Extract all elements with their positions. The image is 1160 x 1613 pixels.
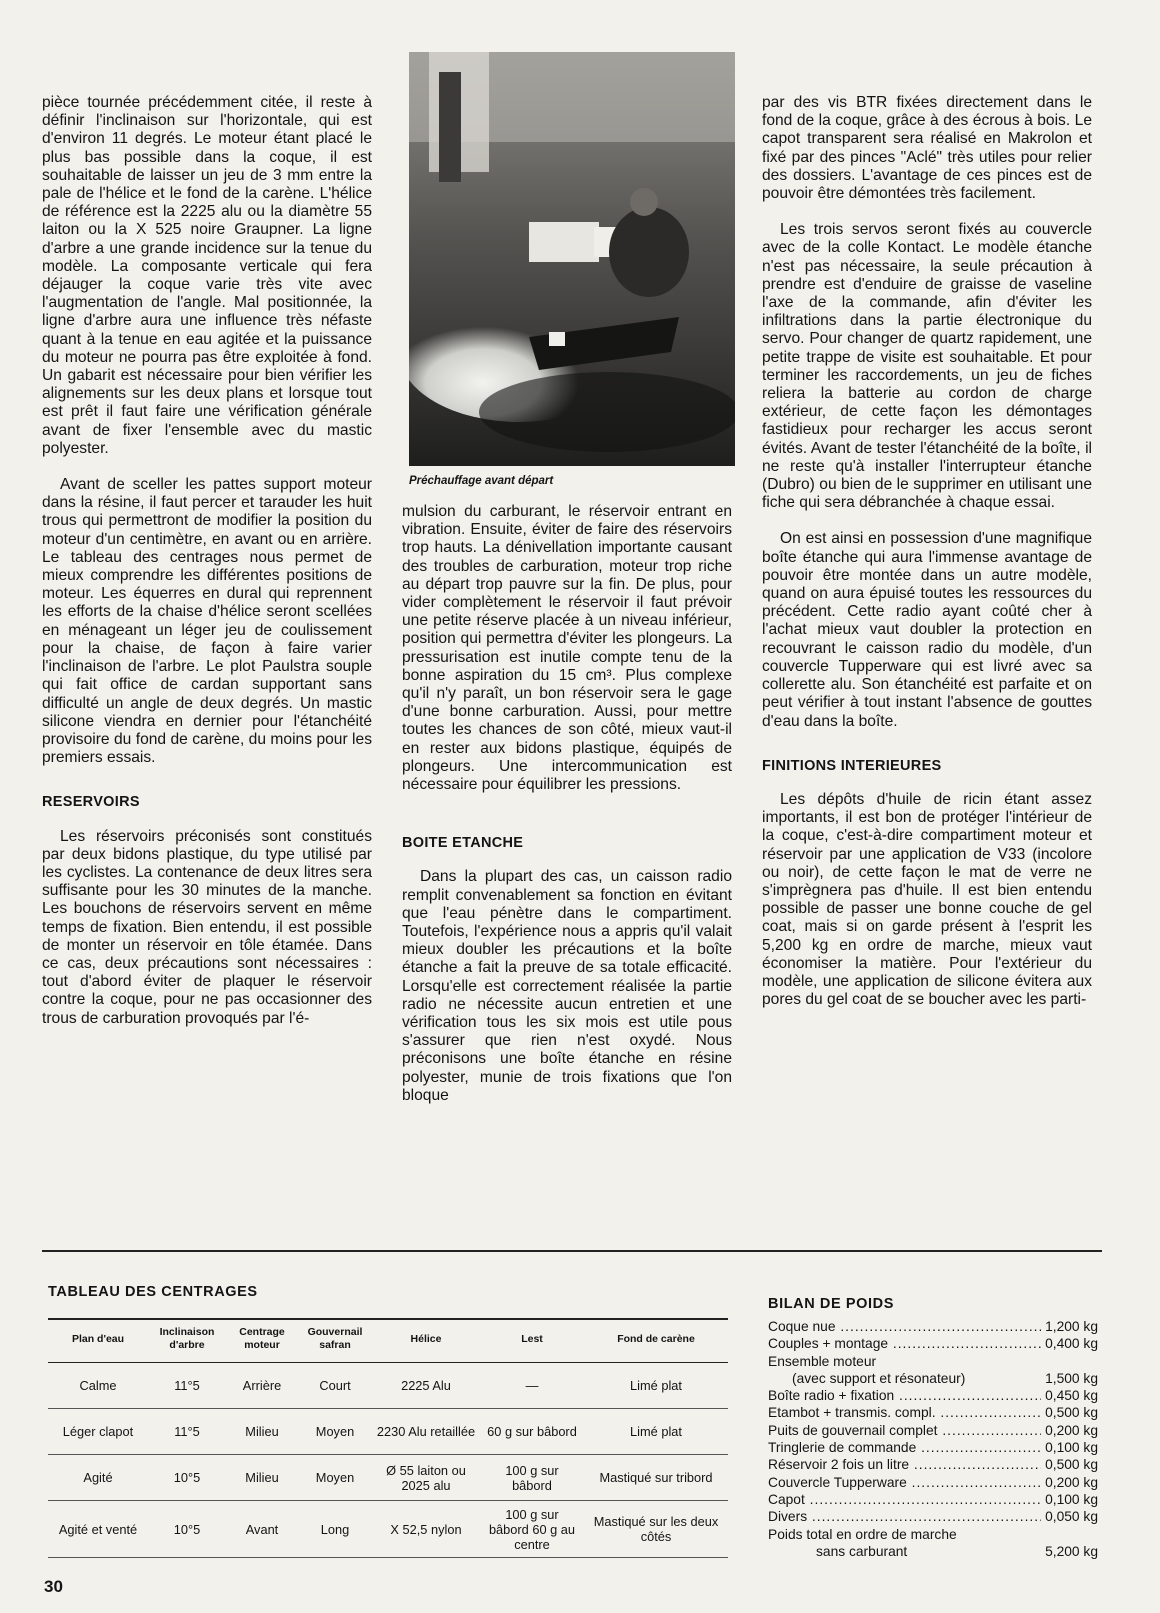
table-cell: Mastiqué sur les deux côtés: [584, 1501, 728, 1558]
paragraph: Les dépôts d'huile de ricin étant assez importants, il est bon de protéger l'intérieur de la coque, c'est-à-dire compartiment moteur et réservoir par une application de V33 (incolore ou noir), de cette façon le mat de verre ne s'imprègnera pas d'huile. Il est bien entendu possible de passer une bonne couche de gel coat, mais si on garde présent à l'esprit les 5,200 kg en ordre de marche, mieux vaut économiser la matière. Pour l'extérieur du modèle, une application de silicone évitera aux pores du gel coat de se boucher avec les parti-: [762, 790, 1092, 1009]
table-cell: 11°5: [148, 1409, 226, 1455]
column-header: Lest: [480, 1320, 584, 1363]
table-header-row: [48, 1320, 728, 1363]
paragraph: Les réservoirs préconisés sont constitués par deux bidons plastique, du type utilisé par les cyclistes. La contenance de deux litres sera suffisante pour les 30 minutes de la manche. Les bouchons de réservoirs servent en même temps de fixation. Bien entendu, il est possible de monter un réservoir en tôle étamée. Dans ce cas, deux précautions sont nécessaires : tout d'abord éviter de plaquer le réservoir contre la coque, pour ne pas occasionner des trous de carburation provoqués par l'é-: [42, 827, 372, 1027]
table-cell: Avant: [226, 1501, 298, 1558]
table-row: [48, 1363, 728, 1409]
section-heading-reservoirs: RESERVOIRS: [42, 794, 140, 811]
item-value: 0,100 kg: [1041, 1491, 1098, 1508]
table-cell: Limé plat: [584, 1409, 728, 1455]
item-label: Tringlerie de commande .....: [768, 1439, 1041, 1456]
item-value: 0,100 kg: [1041, 1439, 1098, 1456]
paragraph: Les trois servos seront fixés au couvercle avec de la colle Kontact. Le modèle étanche n'est pas nécessaire, la seule précaution à prendre est d'enduire de graisse de vaseline l'axe de la commande, afin d'éviter les infiltrations dans la partie électronique du servo. Pour changer de quartz rapidement, une petite trappe de visite est souhaitable. Et pour terminer les raccordements, un jeu de fiches reliera la batterie au cordon de charge extérieur, de cette façon les démontages fastidieux pour recharger les accus seront évités. Avant de tester l'étanchéité de la boîte, il ne reste qu'à installer l'interrupteur étanche (Dubro) ou bien de le supprimer en utilisant une fiche qui sera débranchée à chaque essai.: [762, 221, 1092, 512]
section-divider: [42, 1250, 1102, 1252]
table-row: [48, 1455, 728, 1501]
weight-summary-title: BILAN DE POIDS: [768, 1296, 895, 1312]
item-label: Capot .....: [768, 1491, 1041, 1508]
item-value: 0,500 kg: [1041, 1456, 1098, 1473]
item-value: 0,400 kg: [1041, 1335, 1098, 1352]
table-row: [48, 1409, 728, 1455]
column-header: Fond de carène: [584, 1320, 728, 1363]
table-cell: Mastiqué sur tribord: [584, 1455, 728, 1501]
paragraph: On est ainsi en possession d'une magnifique boîte étanche qui aura l'immense avantage de pouvoir être montée dans un autre modèle, quand on aura épuisé toutes les ressources du précédent. Cette radio ayant coûté cher à l'achat mieux vaut doubler la protection en recouvrant le caisson radio du modèle, d'un couvercle Tupperware qui est livré avec sa collerette alu. Son étanchéité est parfaite et on peut vérifier à tout instant l'absence de gouttes d'eau dans la boîte.: [762, 530, 1092, 730]
list-item: [768, 1491, 1098, 1508]
photo-caption: Préchauffage avant départ: [409, 475, 554, 487]
photo-boat-preheating: [409, 52, 735, 466]
list-item: [768, 1387, 1098, 1404]
table-cell: 10°5: [148, 1501, 226, 1558]
paragraph: Dans la plupart des cas, un caisson radio remplit convenablement sa fonction en évitant que l'eau pénètre dans le compartiment. Toutefois, l'expérience nous a appris qu'il valait mieux doubler les précautions et la boîte étanche a fait la preuve de sa totale efficacité. Lorsqu'elle est correctement réalisée la partie radio ne nécessite aucun entretien et une vérification tous les six mois est utile pous s'assurer que rien n'est oxydé. Nous préconisons une boîte étanche en résine polyester, munie de trois fixations que l'on bloque: [402, 868, 732, 1104]
item-sublabel: (avec support et résonateur): [792, 1370, 966, 1386]
item-label: Réservoir 2 fois un litre .....: [768, 1456, 1041, 1473]
column-header: Gouvernail safran: [298, 1320, 372, 1363]
list-item: [768, 1422, 1098, 1439]
table-cell: Ø 55 laiton ou 2025 alu: [372, 1455, 480, 1501]
paragraph: par des vis BTR fixées directement dans le fond de la coque, grâce à des écrous à bois. Le capot transparent sera réalisé en Makrolon et fixé par des pinces "Aclé" très utiles pour relier des dossiers. L'avantage de ces pinces est de pouvoir être démontées très facilement.: [762, 94, 1092, 203]
item-sublabel: sans carburant: [816, 1543, 908, 1559]
table-cell: —: [480, 1363, 584, 1409]
item-value: 0,200 kg: [1041, 1474, 1098, 1491]
paragraph: mulsion du carburant, le réservoir entrant en vibration. Ensuite, éviter de faire des réservoirs trop hauts. La dénivellation importante causant des troubles de carburation, moteur trop riche au départ trop pauvre sur la fin. De plus, pour vider complètement le réservoir il faut prévoir une petite réserve placée à un niveau inférieur, position qui permettra d'éviter les plongeurs. La pressurisation est inutile compte tenu de la bonne aspiration du 15 cm³. Plus complexe qu'il n'y paraît, un bon réservoir sera le gage d'une bonne carburation. Aussi, pour mettre toutes les chances de son côté, mieux vaut-il en rester aux bidons plastique, équipés de plongeurs. Une intercommunication est nécessaire pour équilibrer les pressions.: [402, 503, 732, 794]
list-item-total: [768, 1526, 1098, 1561]
table-cell: Arrière: [226, 1363, 298, 1409]
column-header: Centrage moteur: [226, 1320, 298, 1363]
list-item: [768, 1439, 1098, 1456]
table-cell: 2225 Alu: [372, 1363, 480, 1409]
table-cell: Léger clapot: [48, 1409, 148, 1455]
photo-illustration: [409, 52, 735, 466]
table-cell: 100 g sur bâbord: [480, 1455, 584, 1501]
table-row: [48, 1501, 728, 1558]
list-item: [768, 1318, 1098, 1335]
table-cell: Agité: [48, 1455, 148, 1501]
item-value: 0,450 kg: [1041, 1387, 1098, 1404]
table-cell: 100 g sur bâbord 60 g au centre: [480, 1501, 584, 1558]
paragraph: Avant de sceller les pattes support moteur dans la résine, il faut percer et tarauder les huit trous qui permettront de modifier la position du moteur d'un centimètre, en avant ou en arrière. Le tableau des centrages nous permet de mieux comprendre les différentes positions de moteur. Les équerres en dural qui reprennent les efforts de la chaise d'hélice seront scellées en ménageant un léger jeu de coulissement pour la chaise, de façon à faire varier l'inclinaison de l'arbre. Le plot Paulstra souple qui fait office de cardan supportant sans difficulté un angle de deux degrés. Un mastic silicone viendra en dernier pour l'étanchéité provisoire du fond de carène, du moins pour les premiers essais.: [42, 476, 372, 767]
item-label: Boîte radio + fixation .....: [768, 1387, 1041, 1404]
table-cell: 11°5: [148, 1363, 226, 1409]
table-cell: Long: [298, 1501, 372, 1558]
centrages-table: [48, 1320, 728, 1558]
item-label: Couples + montage .....: [768, 1335, 1041, 1352]
table-cell: Court: [298, 1363, 372, 1409]
table-cell: Moyen: [298, 1455, 372, 1501]
item-value: 1,200 kg: [1041, 1318, 1098, 1335]
list-item: [768, 1474, 1098, 1491]
page-number: 30: [44, 1577, 63, 1596]
table-cell: Agité et venté: [48, 1501, 148, 1558]
table-title: TABLEAU DES CENTRAGES: [48, 1284, 258, 1300]
item-label: Divers .....: [768, 1508, 1041, 1525]
table-cell: Milieu: [226, 1409, 298, 1455]
item-value: 1,500 kg: [1045, 1370, 1098, 1386]
item-value: 0,200 kg: [1041, 1422, 1098, 1439]
table-cell: Milieu: [226, 1455, 298, 1501]
item-value: 5,200 kg: [1045, 1543, 1098, 1559]
table-cell: Calme: [48, 1363, 148, 1409]
table-cell: 60 g sur bâbord: [480, 1409, 584, 1455]
weight-summary-list: [768, 1318, 1098, 1560]
table-cell: X 52,5 nylon: [372, 1501, 480, 1558]
list-item: [768, 1335, 1098, 1352]
item-label: Ensemble moteur: [768, 1353, 877, 1369]
item-label: Couvercle Tupperware .....: [768, 1474, 1041, 1491]
list-item: [768, 1456, 1098, 1473]
item-label: Coque nue .....: [768, 1318, 1041, 1335]
list-item: [768, 1508, 1098, 1525]
list-item: [768, 1353, 1098, 1388]
list-item: [768, 1404, 1098, 1421]
article-column-2: [402, 503, 732, 1123]
item-label: Poids total en ordre de marche: [768, 1526, 957, 1542]
article-column-1: [42, 94, 372, 1046]
table-cell: Moyen: [298, 1409, 372, 1455]
table-cell: Limé plat: [584, 1363, 728, 1409]
column-header: Plan d'eau: [48, 1320, 148, 1363]
paragraph: pièce tournée précédemment citée, il reste à définir l'inclinaison sur l'horizontale, qui est d'environ 11 degrés. Le moteur étant placé le plus bas possible dans la coque, il est souhaitable de laisser un jeu de 3 mm entre la pale de l'hélice et le fond de la carène. L'hélice de référence est la 2225 alu ou la diamètre 55 laiton ou la X 525 noire Graupner. La ligne d'arbre a une grande incidence sur la tenue du modèle. La composante verticale qui fera déjauger la coque varie très vite avec l'augmentation de l'angle. Mal positionnée, la ligne d'arbre aura une influence très néfaste quant à la tenue en eau agitée et la puissance du moteur ne pourra pas être exploitée à fond. Un gabarit est nécessaire pour bien vérifier les alignements sur les deux plans et lorsque tout est prêt il faut faire une vérification générale avant de fixer l'ensemble avec du mastic polyester.: [42, 94, 372, 457]
column-header: Hélice: [372, 1320, 480, 1363]
item-label: Etambot + transmis. compl. .....: [768, 1404, 1041, 1421]
column-header: Inclinaison d'arbre: [148, 1320, 226, 1363]
item-value: 0,050 kg: [1041, 1508, 1098, 1525]
item-label: Puits de gouvernail complet .....: [768, 1422, 1041, 1439]
table-cell: 10°5: [148, 1455, 226, 1501]
item-value: 0,500 kg: [1041, 1404, 1098, 1421]
table-cell: 2230 Alu retaillée: [372, 1409, 480, 1455]
section-heading-boite-etanche: BOITE ETANCHE: [402, 835, 524, 852]
section-heading-finitions: FINITIONS INTERIEURES: [762, 757, 942, 774]
article-column-3: [762, 94, 1092, 1027]
